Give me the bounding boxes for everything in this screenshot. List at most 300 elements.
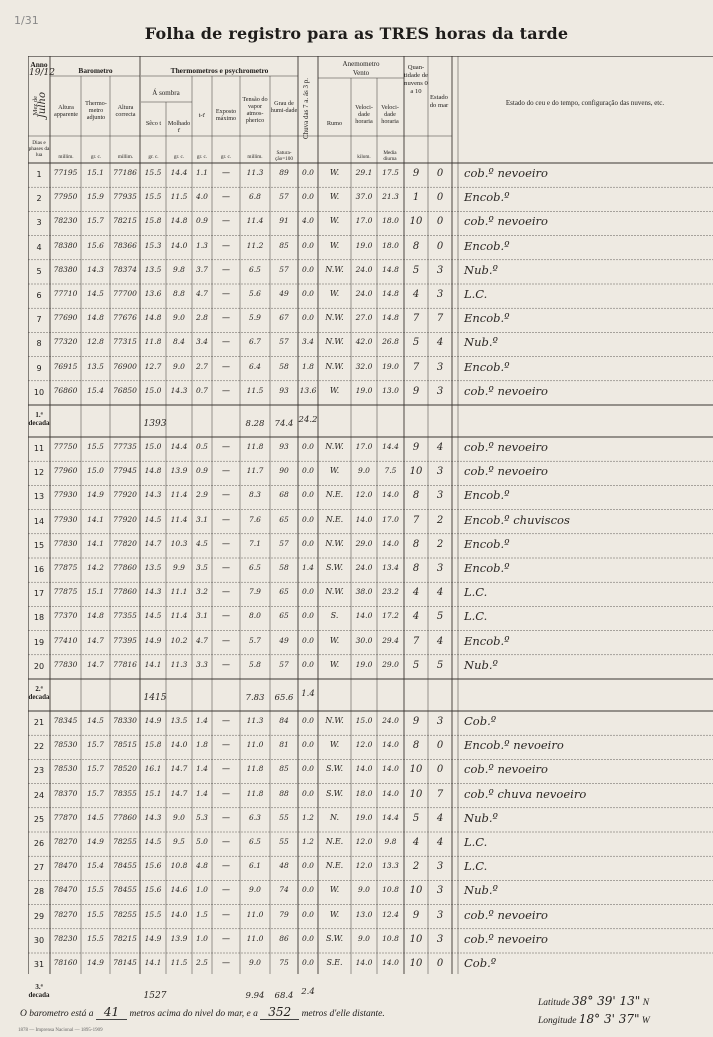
vento-rumo-cell: W. bbox=[329, 192, 340, 202]
altura-apparente-cell: 78230 bbox=[53, 933, 78, 943]
exposto-maximo-cell: — bbox=[222, 933, 230, 943]
chuva-cell: 0.0 bbox=[302, 611, 314, 621]
vento-rumo-cell: N.W. bbox=[325, 337, 344, 347]
vento-velocidade-cell: 29.1 bbox=[355, 168, 373, 177]
nuvens-cell: 7 bbox=[412, 313, 420, 325]
estado-ceu-cell: Encob.º bbox=[464, 633, 510, 648]
mar-header: Estado do mar bbox=[429, 94, 449, 109]
nuvens-cell: 10 bbox=[409, 788, 423, 800]
chuva-cell: 0.0 bbox=[302, 659, 314, 669]
estado-ceu-cell: Nub.º bbox=[464, 335, 498, 350]
estado-ceu-cell: cob.º nevoeiro bbox=[464, 464, 548, 479]
altura-correcta-cell: 78255 bbox=[113, 909, 137, 919]
thermometro-adjunto-cell: 15.4 bbox=[87, 385, 104, 395]
altura-apparente-cell: 77950 bbox=[53, 192, 78, 202]
temp-molhado-cell: 11.4 bbox=[170, 490, 188, 500]
temp-seco-cell: 15.6 bbox=[144, 861, 162, 871]
chuva-cell: 0.0 bbox=[302, 514, 314, 524]
nuvens-cell: 7 bbox=[412, 514, 420, 526]
day-number: 1 bbox=[36, 170, 42, 179]
estado-mar-cell: 3 bbox=[436, 466, 444, 478]
vento-media-cell: 17.2 bbox=[382, 611, 399, 621]
chuva-cell: 4.0 bbox=[302, 216, 314, 226]
altura-correcta-cell: 78145 bbox=[113, 958, 137, 967]
temp-molhado-cell: 14.0 bbox=[170, 909, 188, 919]
vento-rumo-cell: S.W. bbox=[325, 563, 344, 572]
vento-rumo-cell: N.W. bbox=[325, 313, 344, 323]
exposto-maximo-cell: — bbox=[222, 716, 230, 725]
tensao-vapor-cell: 5.7 bbox=[249, 635, 261, 645]
altura-apparente-cell: 78230 bbox=[53, 216, 78, 226]
temp-diff-cell: 1.0 bbox=[196, 933, 208, 943]
altura-apparente-cell: 77195 bbox=[53, 168, 78, 177]
vento-media-cell: 17.0 bbox=[382, 514, 399, 524]
temp-diff-cell: 2.7 bbox=[196, 361, 208, 371]
thermometro-adjunto-cell: 15.6 bbox=[87, 240, 104, 250]
unit-grc-1: gr. c. bbox=[90, 154, 102, 160]
temp-seco-cell: 14.8 bbox=[144, 466, 162, 476]
humidade-cell: 90 bbox=[279, 466, 289, 476]
estado-ceu-cell: Encob.º bbox=[464, 561, 510, 575]
chuva-cell: 1.2 bbox=[302, 837, 314, 846]
footer-text-1: O barometro está a bbox=[20, 1009, 94, 1019]
estado-mar-cell: 4 bbox=[436, 587, 444, 599]
temp-seco-cell: 16.1 bbox=[144, 764, 162, 774]
thermometro-adjunto-cell: 14.1 bbox=[87, 514, 104, 524]
tensao-vapor-cell: 11.0 bbox=[246, 740, 264, 750]
tensao-vapor-cell: 11.5 bbox=[246, 385, 264, 395]
day-number: 27 bbox=[33, 863, 45, 873]
thermometro-adjunto-cell: 15.1 bbox=[87, 168, 104, 177]
temp-seco-cell: 15.5 bbox=[144, 168, 162, 177]
chuva-cell: 1.8 bbox=[302, 361, 314, 371]
estado-ceu-cell: Encob.º bbox=[464, 488, 510, 503]
velocidade-header-1: Veloci-dade horaria bbox=[355, 104, 373, 125]
chuva-cell: 0.0 bbox=[302, 958, 314, 967]
thermometro-adjunto-cell: 14.2 bbox=[87, 563, 104, 572]
thermometro-adjunto-cell: 15.7 bbox=[87, 764, 104, 774]
temp-seco-cell: 14.9 bbox=[144, 635, 162, 645]
chuva-cell: 0.0 bbox=[302, 635, 314, 645]
temp-molhado-cell: 13.9 bbox=[170, 933, 188, 943]
corner-mark: 1/31 bbox=[14, 14, 39, 27]
temp-molhado-cell: 10.3 bbox=[170, 538, 188, 548]
temp-molhado-cell: 14.4 bbox=[170, 168, 188, 177]
temp-molhado-cell: 14.0 bbox=[170, 740, 188, 750]
vento-velocidade-cell: 30.0 bbox=[355, 635, 373, 645]
humidade-cell: 91 bbox=[279, 216, 289, 226]
nuvens-cell: 10 bbox=[409, 216, 423, 228]
temp-seco-cell: 13.5 bbox=[144, 563, 162, 572]
temp-molhado-cell: 8.4 bbox=[173, 337, 185, 347]
temp-molhado-cell: 8.8 bbox=[173, 289, 185, 298]
temp-diff-cell: 0.9 bbox=[196, 216, 208, 226]
exposto-maximo-cell: — bbox=[222, 289, 230, 298]
altura-apparente-cell: 78470 bbox=[53, 885, 78, 895]
thermometro-adjunto-cell: 14.9 bbox=[87, 837, 104, 846]
day-number: 29 bbox=[33, 911, 45, 921]
day-number: 19 bbox=[33, 637, 45, 647]
nuvens-cell: 4 bbox=[412, 611, 420, 623]
vento-velocidade-cell: 18.0 bbox=[355, 788, 373, 798]
temp-diff-cell: 5.0 bbox=[196, 837, 208, 846]
altura-correcta-cell: 77735 bbox=[113, 442, 137, 451]
temp-diff-cell: 3.5 bbox=[196, 563, 208, 572]
altura-correcta-cell: 78330 bbox=[113, 716, 137, 725]
estado-mar-cell: 0 bbox=[436, 240, 444, 252]
tensao-header: Tensão do vapor atmos-pherico bbox=[242, 96, 268, 124]
day-number: 7 bbox=[36, 315, 42, 325]
estado-mar-cell: 3 bbox=[436, 861, 444, 873]
decade-chuva: 24.2 bbox=[298, 415, 318, 425]
vento-media-cell: 9.8 bbox=[384, 837, 397, 846]
humidade-cell: 57 bbox=[279, 538, 289, 548]
thermometro-adjunto-cell: 14.8 bbox=[87, 313, 104, 323]
thermometro-adjunto-cell: 15.5 bbox=[87, 933, 104, 943]
day-number: 13 bbox=[33, 492, 45, 502]
chuva-cell: 0.0 bbox=[302, 442, 314, 451]
vento-velocidade-cell: 12.0 bbox=[355, 740, 373, 750]
decade-tensao: 9.94 bbox=[245, 991, 265, 1002]
exposto-maximo-cell: — bbox=[222, 885, 230, 895]
temp-seco-cell: 14.9 bbox=[144, 933, 162, 943]
temp-molhado-cell: 11.5 bbox=[170, 958, 188, 967]
altura-correcta-cell: 77355 bbox=[113, 611, 137, 621]
day-number: 12 bbox=[33, 468, 45, 478]
nuvens-cell: 8 bbox=[412, 538, 420, 550]
temp-diff-cell: 1.4 bbox=[196, 788, 208, 798]
vento-rumo-cell: S.W. bbox=[325, 764, 344, 774]
day-number: 30 bbox=[33, 935, 45, 945]
temp-seco-cell: 15.3 bbox=[144, 240, 162, 250]
altura-apparente-cell: 77830 bbox=[53, 659, 78, 669]
humidade-cell: 49 bbox=[279, 635, 289, 645]
decade-tensao: 7.83 bbox=[245, 693, 265, 703]
vento-velocidade-cell: 37.0 bbox=[355, 192, 373, 202]
exposto-maximo-cell: — bbox=[222, 958, 230, 967]
vento-rumo-cell: N.E. bbox=[325, 837, 344, 846]
vento-media-cell: 21.3 bbox=[382, 192, 399, 202]
vento-velocidade-cell: 9.0 bbox=[358, 885, 370, 895]
estado-mar-cell: 3 bbox=[436, 563, 444, 574]
chuva-cell: 0.0 bbox=[302, 289, 314, 298]
nuvens-cell: 7 bbox=[412, 635, 420, 647]
day-number: 14 bbox=[33, 516, 45, 526]
tensao-vapor-cell: 5.8 bbox=[249, 659, 261, 669]
altura-correcta-cell: 77820 bbox=[113, 538, 137, 548]
estado-mar-cell: 3 bbox=[436, 909, 444, 921]
temp-seco-cell: 14.1 bbox=[144, 659, 162, 669]
exposto-maximo-cell: — bbox=[222, 740, 230, 750]
estado-mar-cell: 3 bbox=[436, 385, 444, 397]
temp-molhado-cell: 11.4 bbox=[170, 514, 188, 524]
vento-velocidade-cell: 17.0 bbox=[355, 442, 373, 451]
vento-media-cell: 13.4 bbox=[382, 563, 399, 572]
rumo-header: Rumo bbox=[326, 120, 343, 127]
humidade-cell: 57 bbox=[279, 192, 289, 202]
nuvens-cell: 5 bbox=[412, 337, 420, 349]
exposto-maximo-cell: — bbox=[222, 909, 230, 919]
longitude-label: Longitude bbox=[538, 1016, 577, 1026]
altura-correcta-cell: 78355 bbox=[113, 788, 137, 798]
exposto-maximo-cell: — bbox=[222, 611, 230, 621]
page-title: Folha de registro para as TRES horas da tarde bbox=[144, 24, 569, 43]
anno-label: Anno bbox=[30, 60, 48, 69]
dias-label: Dias e phases da lua bbox=[28, 140, 50, 158]
vento-rumo-cell: W. bbox=[329, 466, 340, 476]
day-number: 2 bbox=[36, 194, 42, 204]
vento-velocidade-cell: 32.0 bbox=[355, 361, 373, 371]
estado-ceu-cell: cob.º chuva nevoeiro bbox=[464, 786, 587, 801]
tensao-vapor-cell: 6.1 bbox=[249, 861, 261, 871]
temp-seco-cell: 14.8 bbox=[144, 313, 162, 323]
humidade-cell: 84 bbox=[279, 716, 289, 725]
altura-correcta-cell: 78366 bbox=[113, 240, 137, 250]
thermometro-adjunto-cell: 14.3 bbox=[87, 264, 104, 274]
chuva-header: Chuva das 7 a. ás 3 p. bbox=[302, 78, 310, 140]
temp-seco-cell: 15.5 bbox=[144, 192, 162, 202]
temp-diff-cell: 3.3 bbox=[196, 659, 208, 669]
temp-diff-cell: 2.5 bbox=[196, 958, 208, 967]
thermometro-adjunto-cell: 15.7 bbox=[87, 216, 104, 226]
vento-media-cell: 14.0 bbox=[382, 538, 399, 548]
humidade-cell: 65 bbox=[279, 514, 289, 524]
estado-ceu-cell: Nub.º bbox=[464, 657, 498, 672]
vento-rumo-cell: S.W. bbox=[325, 933, 344, 943]
chuva-cell: 1.4 bbox=[302, 563, 314, 572]
estado-ceu-cell: Cob.º bbox=[464, 714, 497, 728]
tensao-vapor-cell: 6.5 bbox=[249, 264, 261, 274]
temp-seco-cell: 15.5 bbox=[144, 909, 162, 919]
estado-mar-cell: 3 bbox=[436, 716, 444, 727]
estado-mar-cell: 4 bbox=[436, 812, 444, 824]
temp-molhado-cell: 9.0 bbox=[173, 361, 185, 371]
footer-altitude: 41 bbox=[96, 1005, 127, 1020]
chuva-cell: 13.6 bbox=[299, 385, 317, 395]
nuvens-cell: 9 bbox=[412, 385, 420, 397]
thermometro-adjunto-cell: 15.5 bbox=[87, 442, 104, 451]
temp-diff-cell: 3.4 bbox=[196, 337, 208, 347]
nuvens-cell: 9 bbox=[412, 168, 420, 179]
humidade-header: Grau de humi-dade bbox=[270, 100, 298, 114]
temp-molhado-cell: 11.3 bbox=[170, 659, 188, 669]
nuvens-cell: 9 bbox=[412, 716, 420, 727]
altura-correcta-header: Altura correcta bbox=[115, 104, 136, 118]
estado-mar-cell: 4 bbox=[436, 837, 444, 848]
temp-diff-cell: 2.9 bbox=[196, 490, 208, 500]
nuvens-cell: 10 bbox=[409, 933, 423, 945]
tensao-vapor-cell: 9.0 bbox=[249, 885, 261, 895]
estado-ceu-cell: cob.º nevoeiro bbox=[464, 214, 548, 229]
vento-media-cell: 14.0 bbox=[382, 788, 399, 798]
exposto-maximo-cell: — bbox=[222, 788, 230, 798]
thermometro-adjunto-cell: 15.5 bbox=[87, 885, 104, 895]
vento-rumo-cell: N.E. bbox=[325, 861, 344, 871]
chuva-cell: 1.2 bbox=[302, 812, 314, 822]
vento-velocidade-cell: 17.0 bbox=[355, 216, 373, 226]
vento-media-cell: 14.8 bbox=[382, 264, 399, 274]
exposto-maximo-cell: — bbox=[222, 837, 230, 846]
humidade-cell: 58 bbox=[279, 563, 289, 572]
vento-media-cell: 10.8 bbox=[382, 885, 399, 895]
tensao-vapor-cell: 8.3 bbox=[249, 490, 261, 500]
temp-seco-cell: 14.3 bbox=[144, 490, 162, 500]
nuvens-cell: 10 bbox=[409, 958, 423, 969]
vento-velocidade-cell: 12.0 bbox=[355, 861, 373, 871]
temp-diff-cell: 4.0 bbox=[196, 192, 208, 202]
exposto-maximo-cell: — bbox=[222, 659, 230, 669]
humidade-cell: 74 bbox=[279, 885, 289, 895]
humidade-cell: 68 bbox=[279, 490, 289, 500]
vento-media-cell: 26.8 bbox=[382, 337, 399, 347]
vento-media-cell: 14.0 bbox=[382, 764, 399, 774]
altura-correcta-cell: 77315 bbox=[113, 337, 137, 347]
temp-seco-cell: 15.6 bbox=[144, 885, 162, 895]
exposto-maximo-cell: — bbox=[222, 635, 230, 645]
altura-apparente-cell: 77410 bbox=[53, 635, 78, 645]
temp-seco-cell: 14.9 bbox=[144, 716, 162, 725]
estado-mar-cell: 2 bbox=[436, 538, 444, 550]
thermometro-adjunto-cell: 14.8 bbox=[87, 611, 104, 621]
altura-correcta-cell: 77945 bbox=[113, 466, 137, 476]
estado-ceu-cell: L.C. bbox=[464, 585, 488, 600]
temp-diff-cell: 5.3 bbox=[196, 812, 208, 822]
estado-ceu-cell: cob.º nevoeiro bbox=[464, 931, 548, 946]
tensao-vapor-cell: 7.6 bbox=[249, 514, 261, 524]
vento-media-cell: 29.0 bbox=[382, 659, 399, 669]
chuva-cell: 0.0 bbox=[302, 313, 314, 323]
vento-rumo-cell: N.W. bbox=[325, 587, 344, 597]
decade-seco: 1415 bbox=[143, 693, 167, 703]
unit-grc-5: gr. c. bbox=[220, 154, 232, 160]
exposto-header: Exposto máximo bbox=[215, 108, 237, 122]
vento-rumo-cell: W. bbox=[329, 635, 340, 645]
estado-ceu-cell: L.C. bbox=[464, 835, 488, 849]
vento-media-cell: 10.8 bbox=[382, 933, 399, 943]
day-number: 5 bbox=[36, 266, 42, 276]
tensao-vapor-cell: 6.4 bbox=[249, 361, 261, 371]
thermometro-adjunto-cell: 14.5 bbox=[87, 716, 104, 725]
chuva-cell: 0.0 bbox=[302, 264, 314, 274]
vento-velocidade-cell: 19.0 bbox=[355, 385, 373, 395]
temp-diff-cell: 0.5 bbox=[196, 442, 208, 451]
nuvens-cell: 4 bbox=[412, 837, 420, 848]
tensao-vapor-cell: 6.5 bbox=[249, 837, 261, 846]
tensao-vapor-cell: 11.0 bbox=[246, 909, 264, 919]
temp-diff-cell: 3.2 bbox=[196, 587, 208, 597]
vento-media-cell: 13.0 bbox=[382, 385, 399, 395]
day-number: 9 bbox=[36, 363, 42, 373]
temp-diff-cell: 4.7 bbox=[196, 289, 208, 298]
estado-mar-cell: 0 bbox=[436, 168, 444, 179]
humidade-cell: 58 bbox=[279, 361, 289, 371]
vento-rumo-cell: W. bbox=[329, 289, 340, 298]
nuvens-cell: 5 bbox=[412, 264, 420, 276]
altura-apparente-cell: 77320 bbox=[53, 337, 78, 347]
vento-media-cell: 29.4 bbox=[382, 635, 399, 645]
vento-rumo-cell: N.W. bbox=[325, 442, 344, 451]
temp-diff-cell: 3.1 bbox=[196, 611, 208, 621]
unit-kilom: kilom. bbox=[357, 154, 371, 160]
latitude-label: Latitude bbox=[538, 998, 570, 1008]
estado-ceu-header: Estado do ceu e do tempo, configuração das nuvens, etc. bbox=[505, 99, 665, 107]
temp-seco-cell: 15.1 bbox=[144, 788, 162, 798]
humidade-cell: 89 bbox=[279, 168, 289, 177]
chuva-cell: 0.0 bbox=[302, 587, 314, 597]
exposto-maximo-cell: — bbox=[222, 385, 230, 395]
temp-seco-cell: 14.5 bbox=[144, 611, 162, 621]
temp-molhado-cell: 9.8 bbox=[173, 264, 185, 274]
humidade-cell: 93 bbox=[279, 385, 289, 395]
vento-rumo-cell: S.W. bbox=[325, 788, 344, 798]
altura-apparente-cell: 78160 bbox=[53, 958, 78, 967]
temp-diff-cell: 4.5 bbox=[196, 538, 208, 548]
humidade-cell: 49 bbox=[279, 289, 289, 298]
chuva-cell: 0.0 bbox=[302, 168, 314, 177]
altura-apparente-cell: 78345 bbox=[53, 716, 78, 725]
vento-rumo-cell: N. bbox=[329, 812, 340, 822]
exposto-maximo-cell: — bbox=[222, 466, 230, 476]
exposto-maximo-cell: — bbox=[222, 563, 230, 572]
humidade-cell: 57 bbox=[279, 659, 289, 669]
day-number: 16 bbox=[33, 565, 45, 574]
temp-diff-cell: 3.1 bbox=[196, 514, 208, 524]
temp-molhado-cell: 14.0 bbox=[170, 240, 188, 250]
humidade-cell: 57 bbox=[279, 337, 289, 347]
altura-apparente-cell: 77875 bbox=[53, 563, 78, 572]
estado-ceu-cell: L.C. bbox=[464, 609, 488, 624]
vento-velocidade-cell: 19.0 bbox=[355, 812, 373, 822]
exposto-maximo-cell: — bbox=[222, 587, 230, 597]
chuva-cell: 0.0 bbox=[302, 240, 314, 250]
altura-apparente-cell: 78370 bbox=[53, 788, 78, 798]
thermometro-adjunto-cell: 13.5 bbox=[87, 361, 104, 371]
vento-media-cell: 7.5 bbox=[384, 466, 397, 476]
altura-apparente-cell: 77690 bbox=[53, 313, 78, 323]
temp-seco-cell: 14.3 bbox=[144, 587, 162, 597]
exposto-maximo-cell: — bbox=[222, 240, 230, 250]
estado-mar-cell: 0 bbox=[436, 216, 444, 228]
temp-diff-cell: 4.8 bbox=[196, 861, 208, 871]
day-number: 17 bbox=[33, 589, 45, 599]
temp-molhado-cell: 14.7 bbox=[170, 788, 188, 798]
unit-grc-2: gr. c. bbox=[148, 154, 159, 160]
temp-diff-cell: 1.5 bbox=[196, 909, 208, 919]
altura-apparente-cell: 76860 bbox=[53, 385, 78, 395]
temp-seco-cell: 15.8 bbox=[144, 740, 162, 750]
tensao-vapor-cell: 11.3 bbox=[246, 716, 264, 725]
temp-molhado-cell: 14.8 bbox=[170, 216, 188, 226]
thermometro-adjunto-cell: 15.7 bbox=[87, 740, 104, 750]
altura-correcta-cell: 76900 bbox=[113, 361, 137, 371]
vento-media-cell: 13.3 bbox=[382, 861, 399, 871]
tensao-vapor-cell: 9.0 bbox=[249, 958, 261, 967]
vento-velocidade-cell: 12.0 bbox=[355, 490, 373, 500]
altura-apparente-cell: 78530 bbox=[53, 764, 78, 774]
estado-ceu-cell: cob.º nevoeiro bbox=[464, 762, 548, 777]
chuva-cell: 0.0 bbox=[302, 716, 314, 725]
temp-molhado-cell: 9.9 bbox=[173, 563, 185, 572]
estado-ceu-cell: L.C. bbox=[464, 287, 488, 301]
thermometro-adjunto-header: Thermo-metro adjunto bbox=[85, 100, 107, 121]
chuva-cell: 0.0 bbox=[302, 861, 314, 871]
chuva-cell: 0.0 bbox=[302, 466, 314, 476]
altura-correcta-cell: 78515 bbox=[113, 740, 137, 750]
estado-ceu-cell: Encob.º bbox=[464, 311, 510, 326]
chuva-cell: 3.4 bbox=[302, 337, 314, 347]
thermometro-adjunto-cell: 14.5 bbox=[87, 289, 104, 298]
humidade-cell: 93 bbox=[279, 442, 289, 451]
